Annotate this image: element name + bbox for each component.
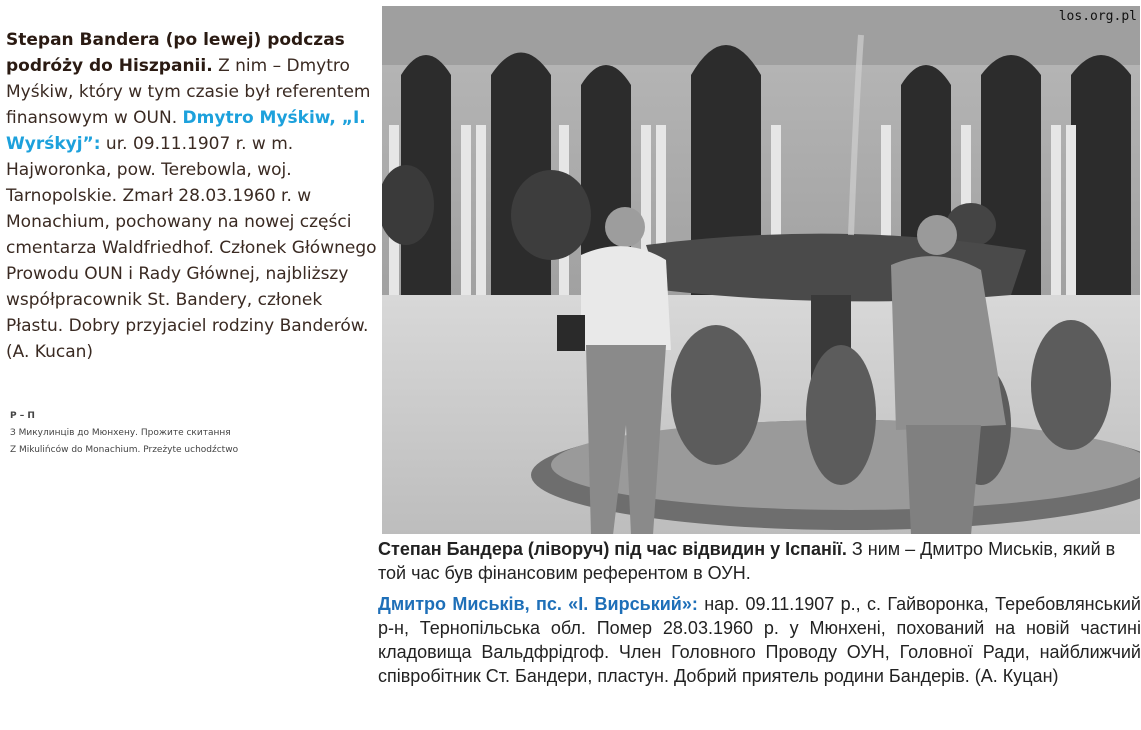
ukrainian-caption-text1: З ним – Дмитро Миськів, який в той час був фінансовим референтом в ОУН. — [378, 539, 1116, 583]
ukrainian-caption-second — [378, 592, 1141, 688]
ukrainian-caption-title: Степан Бандера (ліворуч) під час відвидин у Іспанії. — [378, 539, 847, 559]
section-reference — [10, 408, 370, 459]
polish-caption-text1: Z nim – Dmytro Myśkiw, który w tym czasie był referentem finansowym w OUN. — [6, 56, 371, 128]
ukrainian-caption-name: Дмитро Миськів, пс. «І. Вирський»: — [378, 594, 698, 614]
polish-caption-text2: ur. 09.11.1907 r. w m. Hajworonka, pow. Terebowla, woj. Tarnopolskie. Zmarł 28.03.1960 r. w Monachium, pochowany na nowej części cmentarza Waldfriedhof. Członek Głównego Prowodu OUN i Rady Głównej, najbliższy współpracownik St. Bandery, członek Płastu. Dobry przyjaciel rodziny Banderów. (A. Kucan) — [6, 134, 377, 362]
ukrainian-caption-first — [378, 537, 1141, 585]
watermark: los.org.pl — [1058, 9, 1137, 24]
ukrainian-caption-text2: нар. 09.11.1907 р., с. Гайворонка, Теребовлянський р-н, Тернопільська обл. Помер 28.03.1960 р. у Мюнхені, похований на новій частині кладовища Вальдфрідгоф. Член Головного Проводу ОУН, Головної Ради, найближчий співробітник Ст. Бандери, пластун. Добрий приятель родини Бандерів. (А. Куцан) — [378, 594, 1141, 686]
photo-illustration — [381, 5, 1141, 535]
polish-caption-title: Stepan Bandera (po lewej) podczas podróży do Hiszpanii. — [6, 30, 345, 76]
section-title-uk: З Микулинців до Мюнхену. Прожите скитання — [10, 428, 231, 438]
polish-caption — [6, 27, 378, 365]
section-title-pl: Z Mikulińców do Monachium. Przeżyte uchodźctwo — [10, 445, 239, 455]
historical-photo — [381, 5, 1141, 535]
section-head: Р – П — [10, 411, 35, 421]
polish-caption-name: Dmytro Myśkiw, „I. Wyrśkyj”: — [6, 108, 366, 154]
ukrainian-caption — [378, 537, 1141, 688]
